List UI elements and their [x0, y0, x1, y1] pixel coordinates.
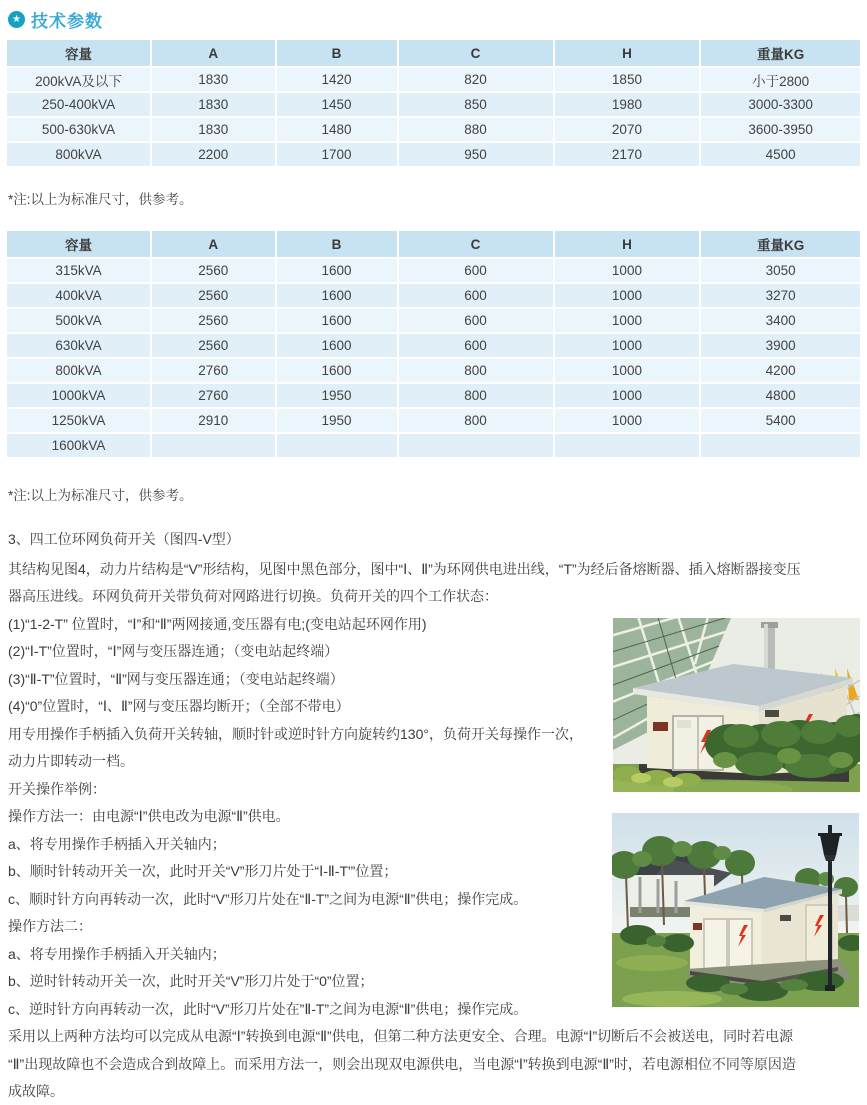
column-header: H — [555, 231, 702, 259]
table-cell: 800 — [399, 359, 555, 384]
table-cell: 2560 — [152, 309, 277, 334]
table-cell: 2170 — [555, 143, 702, 168]
column-header: C — [399, 231, 555, 259]
table-cell: 850 — [399, 93, 555, 118]
table-cell: 1830 — [152, 118, 277, 143]
column-header: 重量KG — [701, 231, 860, 259]
table-1-note: *注:以上为标准尺寸，供参考。 — [8, 192, 193, 207]
table-cell: 1980 — [555, 93, 702, 118]
table-cell: 250-400kVA — [7, 93, 152, 118]
section-title: 技术参数 — [31, 12, 103, 31]
table-cell: 1600 — [277, 334, 399, 359]
table-cell: 2070 — [555, 118, 702, 143]
table-cell: 1700 — [277, 143, 399, 168]
article-line: a、将专用操作手柄插入开关轴内； — [8, 835, 226, 852]
column-header: H — [555, 40, 702, 68]
table-row — [7, 259, 860, 284]
table-cell: 3400 — [701, 309, 860, 334]
article-line: 其结构见图4，动力片结构是“V”形结构，见图中黑色部分，图中“Ⅰ、Ⅱ”为环网供电进出线，“T”为经后备熔断器、插入熔断器接变压 — [8, 560, 801, 577]
table-row — [7, 334, 860, 359]
article-line: (1)“1-2-T” 位置时，“Ⅰ”和“Ⅱ”两网接通,变压器有电;(变电站起环网作用) — [8, 615, 427, 632]
table-cell: 630kVA — [7, 334, 152, 359]
column-header: C — [399, 40, 555, 68]
table-cell: 600 — [399, 334, 555, 359]
column-header: 容量 — [7, 231, 152, 259]
table-cell: 1250kVA — [7, 409, 152, 434]
article-line: a、将专用操作手柄插入开关轴内； — [8, 945, 226, 962]
table-cell: 800kVA — [7, 143, 152, 168]
article-line: 操作方法一：由电源“Ⅰ”供电改为电源“Ⅱ”供电。 — [8, 808, 290, 824]
table-cell: 880 — [399, 118, 555, 143]
table-cell: 3900 — [701, 334, 860, 359]
substation-photo-2-image — [612, 813, 859, 1007]
table-row — [7, 143, 860, 168]
table-cell: 1000 — [555, 309, 702, 334]
table-row — [7, 434, 860, 459]
table-cell: 600 — [399, 309, 555, 334]
table-cell: 200kVA及以下 — [7, 68, 152, 93]
table-cell: 1600kVA — [7, 434, 152, 459]
article-line: 成故障。 — [8, 1083, 64, 1099]
table-cell: 1830 — [152, 68, 277, 93]
table-cell — [555, 434, 702, 459]
article-line: (4)“0”位置时，“Ⅰ、Ⅱ”网与变压器均断开；（全部不带电） — [8, 698, 350, 714]
table-cell: 2910 — [152, 409, 277, 434]
table-cell: 2560 — [152, 284, 277, 309]
substation-photo-1-image — [613, 618, 860, 792]
spec-table-1-wrap — [7, 40, 860, 168]
table-cell: 1830 — [152, 93, 277, 118]
article-line: c、逆时针方向再转动一次，此时“V”形刀片处在”Ⅱ-T”之间为电源“Ⅱ”供电；操作完成。 — [8, 1000, 528, 1017]
table-row — [7, 384, 860, 409]
substation-photo-2 — [612, 813, 859, 1007]
column-header: A — [152, 231, 277, 259]
substation-photo-1 — [613, 618, 860, 792]
spec-table-2-wrap — [7, 231, 860, 459]
table-cell: 400kVA — [7, 284, 152, 309]
table-cell: 1950 — [277, 384, 399, 409]
table-header-row — [7, 231, 860, 259]
table-cell: 2760 — [152, 384, 277, 409]
table-cell — [399, 434, 555, 459]
table-row — [7, 93, 860, 118]
spec-table-1 — [7, 40, 860, 168]
table-cell: 4200 — [701, 359, 860, 384]
table-cell: 500kVA — [7, 309, 152, 334]
article-line: 开关操作举例： — [8, 780, 106, 797]
table-cell: 1600 — [277, 359, 399, 384]
table-cell: 1000 — [555, 284, 702, 309]
table-cell: 1000 — [555, 384, 702, 409]
article-line: 操作方法二： — [8, 918, 92, 934]
table-cell: 5400 — [701, 409, 860, 434]
table-header-row — [7, 40, 860, 68]
table-cell: 3000-3300 — [701, 93, 860, 118]
table-cell: 600 — [399, 259, 555, 284]
article-line: 动力片即转动一档。 — [8, 753, 134, 769]
table-cell — [277, 434, 399, 459]
table-2-note: *注:以上为标准尺寸，供参考。 — [8, 488, 193, 503]
article-line: (3)“Ⅱ-T”位置时，“Ⅱ”网与变压器连通；（变电站起终端） — [8, 670, 344, 687]
table-row — [7, 409, 860, 434]
table-cell: 600 — [399, 284, 555, 309]
table-cell: 3050 — [701, 259, 860, 284]
table-cell: 1450 — [277, 93, 399, 118]
article-line: 用专用操作手柄插入负荷开关转轴，顺时针或逆时针方向旋转约130°，负荷开关每操作一次， — [8, 725, 583, 742]
article-line: b、逆时针转动开关一次，此时开关“V”形刀片处于“0”位置； — [8, 973, 374, 989]
table-cell — [701, 434, 860, 459]
table-cell: 315kVA — [7, 259, 152, 284]
table-cell: 1000kVA — [7, 384, 152, 409]
table-row — [7, 284, 860, 309]
table-row — [7, 68, 860, 93]
article-line: 器高压进线。环网负荷开关带负荷对网路进行切换。负荷开关的四个工作状态： — [8, 588, 498, 604]
table-cell: 1480 — [277, 118, 399, 143]
table-cell: 820 — [399, 68, 555, 93]
table-cell: 500-630kVA — [7, 118, 152, 143]
article-line: b、顺时针转动开关一次，此时开关“V”形刀片处于“Ⅰ-Ⅱ-T'”位置； — [8, 863, 398, 879]
column-header: 容量 — [7, 40, 152, 68]
column-header: B — [277, 40, 399, 68]
table-cell: 2560 — [152, 259, 277, 284]
table-cell: 1850 — [555, 68, 702, 93]
table-cell: 800 — [399, 409, 555, 434]
table-row — [7, 118, 860, 143]
table-cell: 1000 — [555, 259, 702, 284]
spec-table-2 — [7, 231, 860, 459]
table-cell: 2560 — [152, 334, 277, 359]
article-line: (2)“Ⅰ-T”位置时，“Ⅰ”网与变压器连通；（变电站起终端） — [8, 643, 339, 659]
table-cell: 950 — [399, 143, 555, 168]
article-line: 采用以上两种方法均可以完成从电源“Ⅰ”转换到电源“Ⅱ”供电，但第二种方法更安全、合理。电源“Ⅰ”切断后不会被送电，同时若电源 — [8, 1028, 794, 1044]
section-header — [8, 7, 103, 32]
column-header: B — [277, 231, 399, 259]
star-badge-icon: ★ — [8, 11, 25, 28]
table-cell: 3270 — [701, 284, 860, 309]
table-cell: 2760 — [152, 359, 277, 384]
table-cell: 1600 — [277, 309, 399, 334]
table-cell: 800 — [399, 384, 555, 409]
table-cell: 2200 — [152, 143, 277, 168]
table-cell: 3600-3950 — [701, 118, 860, 143]
table-cell: 小于2800 — [701, 68, 860, 93]
table-row — [7, 359, 860, 384]
table-cell: 1600 — [277, 259, 399, 284]
article-heading: 3、四工位环网负荷开关（图四-V型） — [8, 531, 240, 547]
table-cell: 1000 — [555, 359, 702, 384]
table-row — [7, 309, 860, 334]
table-cell: 1950 — [277, 409, 399, 434]
table-cell: 800kVA — [7, 359, 152, 384]
table-cell: 1000 — [555, 334, 702, 359]
table-cell: 1420 — [277, 68, 399, 93]
column-header: 重量KG — [701, 40, 860, 68]
article-line: c、顺时针方向再转动一次，此时“V”形刀片处在“Ⅱ-T”之间为电源“Ⅱ”供电；操作完成。 — [8, 890, 528, 907]
article-line: “Ⅱ”出现故障也不会造成合到故障上。而采用方法一，则会出现双电源供电，当电源“Ⅰ”转换到电源“Ⅱ”时，若电源相位不同等原因造 — [8, 1055, 796, 1072]
table-cell: 1000 — [555, 409, 702, 434]
column-header: A — [152, 40, 277, 68]
table-cell — [152, 434, 277, 459]
table-cell: 1600 — [277, 284, 399, 309]
table-cell: 4500 — [701, 143, 860, 168]
table-cell: 4800 — [701, 384, 860, 409]
